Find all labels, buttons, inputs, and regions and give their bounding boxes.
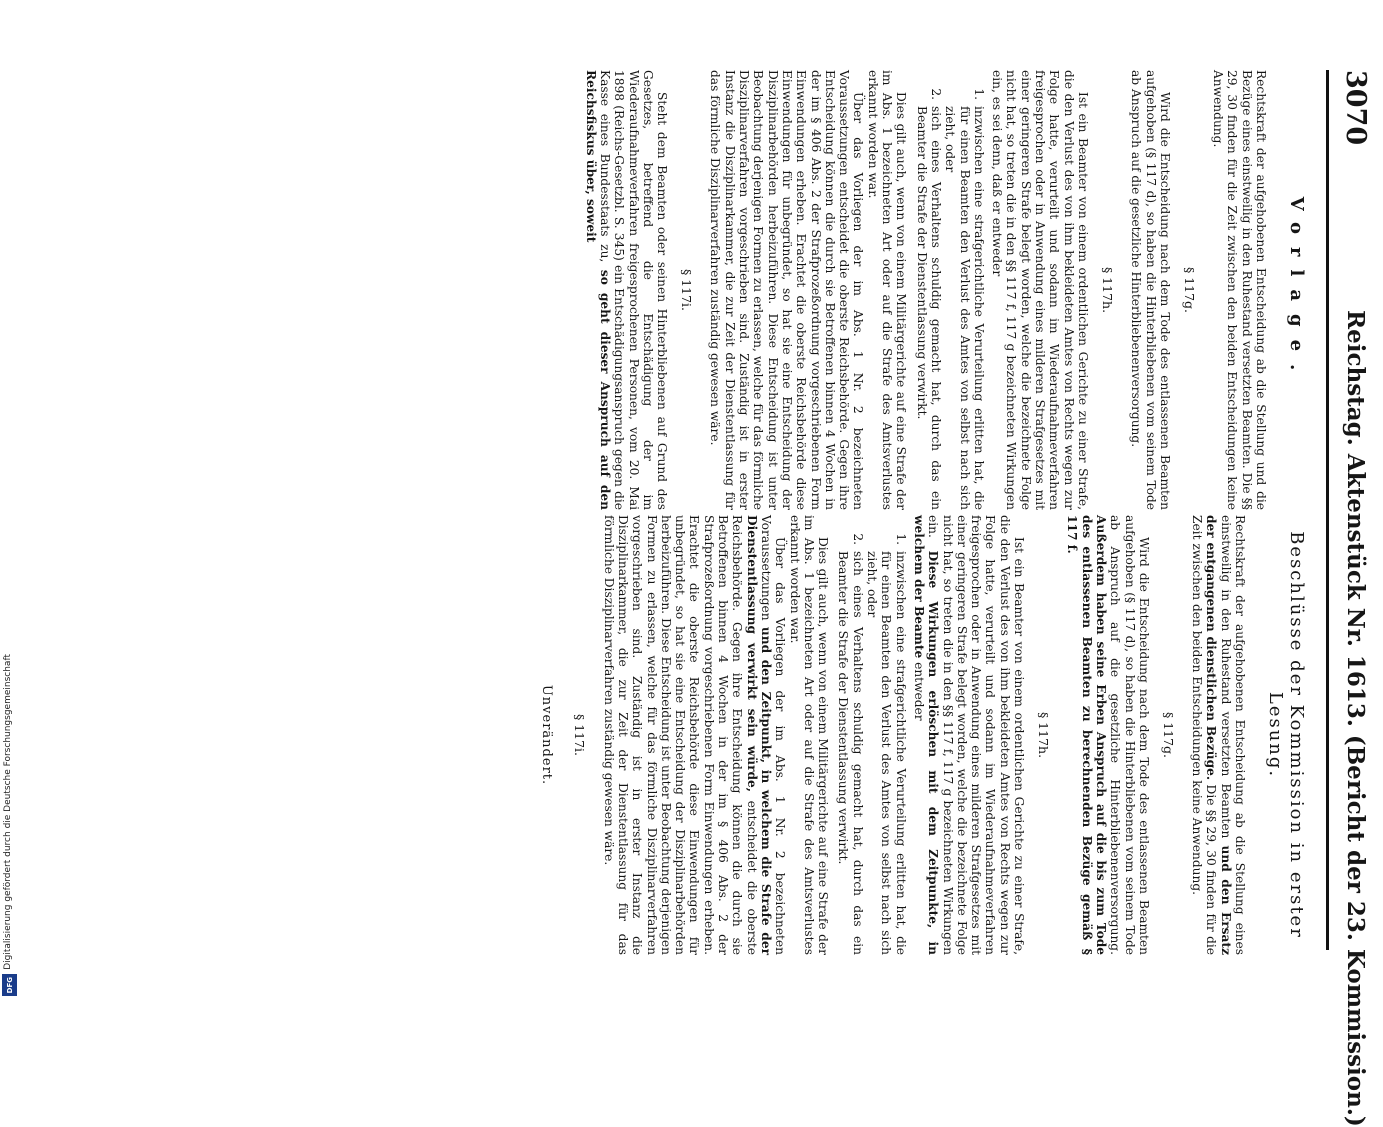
text-run: Steht dem Beamten oder seinen Hinterbliebenen auf Grund des Gesetzes, betreffend die Entschädigung der im Wiederaufnahmeverfahren freigesprochenen Personen, vom 20. Mai 1898 (Reichs-Gesetzbl. S. 345) ein Entschädigungsanspruch gegen die Kasse eines Bundesstaats zu, [598, 70, 670, 510]
list-item-number: 2. [928, 88, 943, 100]
list-117h [914, 70, 985, 510]
text-run: Rechtskraft der aufgehobenen Entscheidung ab die Stellung eines einstweilig in den Ruhestand versetzten Beamten [1218, 515, 1247, 955]
list-item-text: sich eines Verhaltens schuldig gemacht hat, durch das ein Beamter die Strafe der Dienstentlassung verwirkt. [836, 551, 865, 955]
column-title-vorlage: Vorlage. [1286, 196, 1307, 384]
logo-text: DFG [5, 976, 14, 994]
list-item-text: sich eines Verhaltens schuldig gemacht hat, durch das ein Beamter die Strafe der Dienstentlassung verwirkt. [914, 106, 943, 510]
paragraph-117g [1065, 515, 1151, 955]
paragraph-117h: Ist ein Beamter von einem ordentlichen Gerichte zu einer Strafe, die den Verlust des von ihm bekleideten Amtes von Rechts wegen zur Folge hatte, verurteilt und sodann im Wiederaufnahmeverfahren freigesprochen oder in Anwendung eines milderen Strafgesetzes mit einer geringeren Strafe belegt worden, welche die bezeichnete Folge nicht hat, so treten die in den §§ 117 f, 117 g bezeichneten Wirkungen ein, es sei denn, daß er entweder [990, 70, 1090, 510]
page-number: 3070 [1340, 70, 1371, 146]
paragraph-117i [583, 70, 669, 510]
text-run: entscheidet die oberste Reichsbehörde. Gegen ihre Entscheidung können die durch sie Betroffenen binnen 4 Wochen in der im § 406 Abs. 2 der Strafprozeßordnung vorgeschriebenen Form Einwendungen erheben. Erachtet die oberste Reichsbehörde diese Einwendungen für unbegründet, so hat sie eine Entscheidung der Disziplinarbehörden herbeizuführen. Diese Entscheidung ist unter Beobachtung derjenigen Formen zu erlassen, welche für das förmliche Disziplinarverfahren vorgeschrieben sind. Zuständig ist in erster Instanz die Disziplinarkammer, die zur Zeit der Dienstentlassung für das förmliche Disziplinarverfahren zuständig gewesen wäre. [601, 515, 759, 955]
paragraph-intro: Rechtskraft der aufgehobenen Entscheidung ab die Stellung und die Bezüge eines einstweilig in den Ruhestand versetzten Beamten. Die §§ 29, 30 finden für die Zeit zwischen den beiden Entscheidungen keine Anwendung. [1211, 70, 1268, 510]
digitization-credit [0, 0, 20, 1000]
column-title-beschluesse: Beschlüsse der Kommission in erster Lesung. [1265, 531, 1307, 939]
unchanged-note: Unverändert. [539, 684, 555, 786]
page-title: Reichstag. Aktenstück Nr. 1613. (Bericht der 23. Kommission.) [1342, 310, 1369, 1127]
text-run-bold: und den Zeitpunkt, in welchem die Strafe der Dienstentlassung verwirkt sein würde, [744, 515, 773, 955]
section-heading-117h: § 117h. [1036, 711, 1052, 759]
paragraph-ueber: Über das Vorliegen der im Abs. 1 Nr. 2 bezeichneten Voraussetzungen entscheidet die oberste Reichsbehörde. Gegen ihre Entscheidung können die durch sie Betroffenen binnen 4 Wochen in der im § 406 Abs. 2 der Strafprozeßordnung vorgeschriebenen Form Einwendungen erheben. Erachtet die oberste Reichsbehörde diese Einwendungen für unbegründet, so hat sie eine Entscheidung der Disziplinarbehörden herbeizuführen. Diese Entscheidung ist unter Beobachtung derjenigen Formen zu erlassen, welche für das förmliche Disziplinarverfahren vorgeschrieben sind. Zuständig ist in erster Instanz die Disziplinarkammer, die zur Zeit der Dienstentlassung für das förmliche Disziplinarverfahren zuständig gewesen wäre. [708, 70, 866, 510]
list-item [943, 70, 986, 510]
text-run: Über das Vorliegen der im Abs. 1 Nr. 2 bezeichneten Voraussetzungen [758, 515, 788, 955]
list-item-number: 1. [893, 533, 908, 545]
paragraph-ueber [601, 515, 787, 955]
list-item [836, 515, 865, 955]
section-heading-117g: § 117g. [1181, 266, 1197, 314]
column-vorlage [583, 70, 1321, 510]
paragraph-dies: Dies gilt auch, wenn von einem Militärgerichte auf eine Strafe der im Abs. 1 bezeichneten Art oder auf die Strafe des Amtsverlustes erkannt worden war. [787, 515, 831, 955]
list-item-number: 2. [850, 533, 865, 545]
text-run: Ist ein Beamter von einem ordentlichen Gerichte zu einer Strafe, die den Verlust des von ihm bekleideten Amtes von Rechts wegen zur Folge hatte, verurteilt und sodann im Wiederaufnahmeverfahren freigesprochen oder in Anwendung eines milderen Strafgesetzes mit einer geringeren Strafe belegt worden, welche die bezeichnete Folge nicht hat, so treten die in den §§ 117 f, 117 g bezeichneten Wirkungen ein. [926, 515, 1027, 955]
list-117h [836, 515, 907, 955]
list-item [865, 515, 908, 955]
column-beschluesse [539, 515, 1321, 955]
paragraph-117h [912, 515, 1026, 955]
text-run: Wird die Entscheidung nach dem Tode des entlassenen Beamten aufgehoben (§ 117 d), so haben die Hinterbliebenen vom seinem Tode ab Anspruch auf die gesetzliche Hinterbliebenenversorgung. [1108, 515, 1151, 955]
section-heading-117h: § 117h. [1099, 266, 1115, 314]
list-item-text: inzwischen eine strafgerichtliche Verurteilung erlitten hat, die für einen Beamten den Verlust des Amtes von selbst nach sich zieht, oder [943, 106, 986, 510]
section-heading-117i: § 117i. [572, 713, 588, 757]
section-heading-117i: § 117i. [679, 268, 695, 312]
section-heading-117g: § 117g. [1160, 711, 1176, 759]
credit-text: Digitalisierung gefördert durch die Deutsche Forschungsgemeinschaft [3, 654, 13, 970]
text-run-bold: Diese Wirkungen erlöschen mit dem Zeitpunkte, in welchem der Beamte [911, 515, 941, 955]
paragraph-dies: Dies gilt auch, wenn von einem Militärgerichte auf eine Strafe der im Abs. 1 bezeichneten Art oder auf die Strafe des Amtsverlustes erkannt worden war. [865, 70, 909, 510]
text-run-bold: so geht dieser Anspruch auf den Reichsfiskus über, soweit [583, 70, 613, 510]
page-header [1326, 70, 1373, 1127]
list-item-text: inzwischen eine strafgerichtliche Verurteilung erlitten hat, die für einen Beamten den Verlust des Amtes von selbst nach sich zieht, oder [865, 551, 908, 955]
text-run: entweder [911, 658, 926, 721]
list-item-number: 1. [971, 88, 986, 100]
dfg-logo-icon [2, 974, 17, 996]
paragraph-intro [1190, 515, 1247, 955]
list-item [914, 70, 943, 510]
paragraph-117g: Wird die Entscheidung nach dem Tode des entlassenen Beamten aufgehoben (§ 117 d), so haben die Hinterbliebenen vom seinem Tode ab Anspruch auf die gesetzliche Hinterbliebenenversorgung. [1129, 70, 1172, 510]
text-run-bold: und den Ersatz der entgangenen dienstlichen Bezüge. [1204, 515, 1233, 955]
text-run: Die §§ 29, 30 finden für die Zeit zwischen den beiden Entscheidungen keine Anwendung. [1190, 515, 1219, 955]
text-run-bold: Außerdem haben seine Erben Anspruch auf die bis zum Tode des entlassenen Beamten zu berechnenden Bezüge gemäß § 117 f. [1065, 515, 1108, 955]
